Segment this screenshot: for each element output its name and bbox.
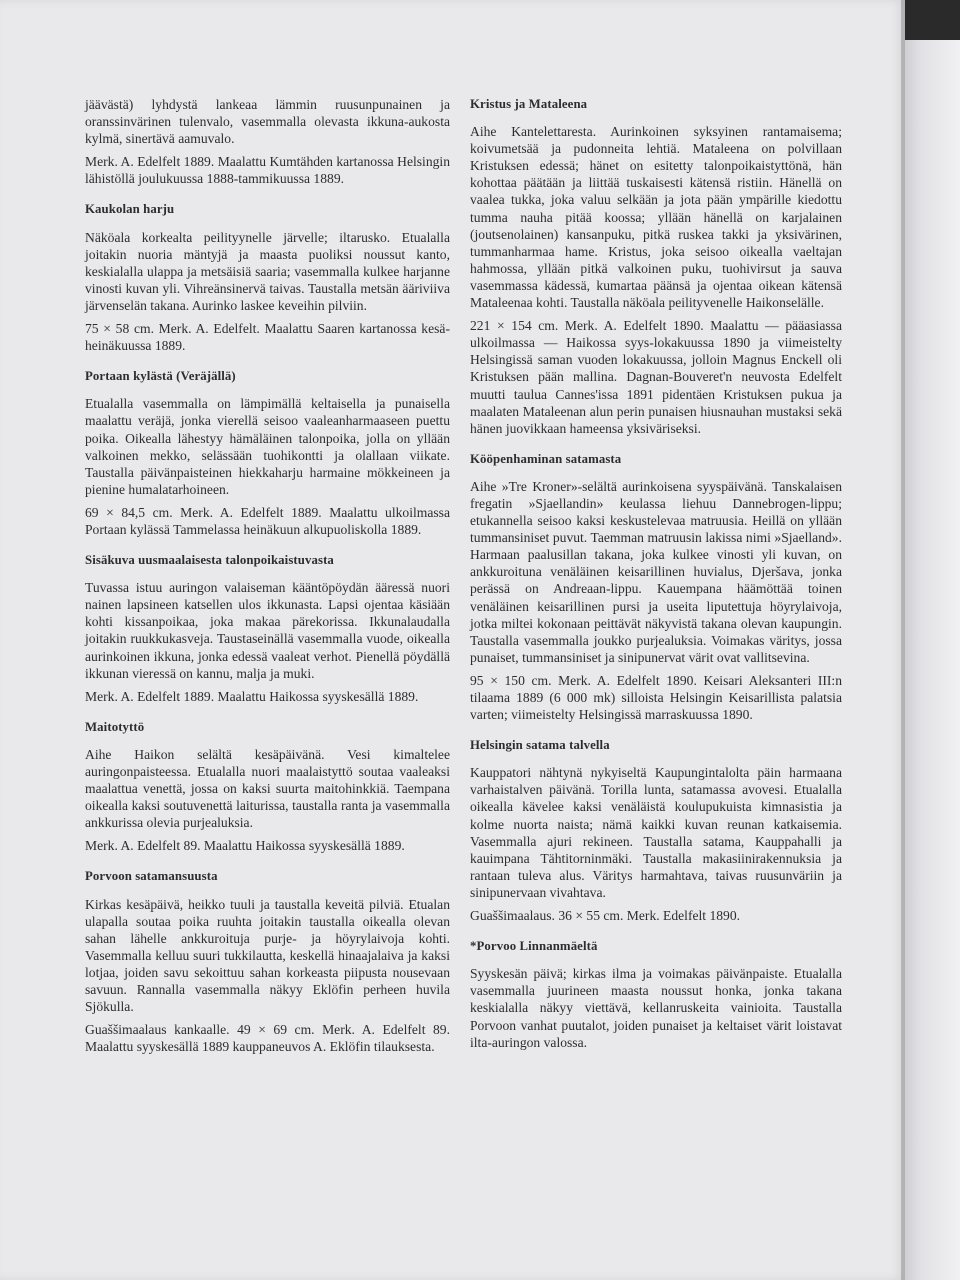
entry-porvoo-linnanmaelta xyxy=(470,938,842,1051)
entry-description: Aihe Haikon selältä kesäpäivänä. Vesi kimaltelee auringonpaisteessa. Etualalla nuori maalaistyttö soutaa vaaleaksi maalattua venettä, jossa on kaksi suurta maitohinkkiä. Taempana oikealla kaksi soutuvenettä laiturissa, taustalla ranta ja vasemmalla ankkurissa olevia purjealuksia. xyxy=(85,746,450,831)
entry-title: Kristus ja Mataleena xyxy=(470,97,588,111)
entry-kaukolan-harju xyxy=(85,201,450,354)
entry-details: 75 × 58 cm. Merk. A. Edelfelt. Maalattu Saaren kartanossa kesä-heinäkuussa 1889. xyxy=(85,321,450,354)
entry-description: Kirkas kesäpäivä, heikko tuuli ja taustalla keveitä pilviä. Etualan ulapalla soutaa poika ruuhta joitakin taustalla oikealla olevan sahan lähelle ankkuroituja purje- ja höyrylaivoja kohti. Vasemmalla kelluu suuri tukkilautta, keskellä hinaajalaiva ja kaksi lotjaa, joiden savu sekoittuu sahan korkeasta piipusta nousevaan savuun. Rannalla vasemmalla näkyy Eklöfin perheen huvila Sjökulla. xyxy=(85,896,450,1015)
entry-description: Tuvassa istuu auringon valaiseman kääntöpöydän ääressä nuori nainen lapsineen katsellen ulos ikkunasta. Lapsi ojentaa käsiään kohti kissanpoikaa, joka makaa pärekorissa. Ikkunalaudalla joitakin ruukkukasveja. Taustaseinällä vasemmalla vuode, oikealla aurinkoinen ikkuna, jonka edessä vaaleat verhot. Pienellä pöydällä ikkunan vieressä on kannu, malja ja muki. xyxy=(85,580,450,681)
entry-portaan-kylasta xyxy=(85,368,450,538)
entry-description: Kauppatori nähtynä nykyiseltä Kaupungintalolta päin harmaana varhaistalven päivänä. Torilla lunta, satamassa avovesi. Etualalla oikealla kävelee kaksi venäläistä koulupukuista kimnasistia ja kolme nuorta naista; nämä kaikki kuvan reunan katkaisemia. Vasemmalla ajuri rekineen. Taustalla satama, Kauppahalli ja kauimpana Tähtitorninmäki. Taustalla makasiinirakennuksia ja rantaan tuleva alus. Väritys harmahtava, taivas ruusunväriin ja sinipunervaan vivahtava. xyxy=(470,765,842,900)
entry-description: Etualalla vasemmalla on lämpimällä keltaisella ja punaisella maalattu veräjä, jonka vierellä seisoo vaaleanharmaaseen puettu poika. Oikealla lähestyy hämäläinen talonpoika, jolla on yllään valkoinen mekko, selässään tuohikontti ja olallaan viikate. Taustalla päivänpaisteinen hiekkaharju harmaine mökkeineen ja pienine humalatarhoineen. xyxy=(85,396,450,497)
entry-title: *Porvoo Linnanmäeltä xyxy=(470,939,598,954)
entry-details: 221 × 154 cm. Merk. A. Edelfelt 1890. Maalattu — pääasiassa ulkoilmassa — Haikossa syys-lokakuussa 1890 ja viimeistelty Helsingissä saman vuoden lokakuussa, jolloin Magnus Enckell oli Kristuksen pään mallina. Dagnan-Bouveret'n neuvosta Edelfelt muutti taulua Cannes'issa 1891 pidentäen Kristuksen pukua ja maalaten Mataleenan alun perin punaisen hiusnauhan mustaksi sekä hänen juovikkaan hameensa yksiväriseksi. xyxy=(470,318,842,436)
entry-helsingin-satama xyxy=(470,737,842,924)
entry-description: Syyskesän päivä; kirkas ilma ja voimakas päivänpaiste. Etualalla vasemmalla juurineen maasta noussut honka, jonka takana keskialalla näkyy viettävä, kellanruskeita vainioita. Taustalla Porvoon vanhat puutalot, joiden punaiset ja keltaiset värit loistavat ilta-auringon valossa. xyxy=(470,966,842,1050)
entry-title: Sisäkuva uusmaalaisesta talonpoikaistuvasta xyxy=(85,553,334,568)
entry-title: Kööpenhaminan satamasta xyxy=(470,451,622,466)
entry-sisakuva xyxy=(85,552,450,705)
entry-description: Näköala korkealta peilityynelle järvelle; iltarusko. Etualalla joitakin nuoria mäntyjä ja maasta puoliksi noussut kanto, keskialalla ulappa ja metsäisiä saaria; vasemmalla kulkee harjanne vinosti kuvan yli. Vihreänsinervä taivas. Taustalla metsän ääriviiva järvenselän takana. Aurinko laskee keveihin pilviin. xyxy=(85,229,450,313)
entry-details: Merk. A. Edelfelt 1889. Maalattu Haikossa syyskesällä 1889. xyxy=(85,688,419,704)
right-column xyxy=(470,96,842,1057)
entry-details: Merk. A. Edelfelt 89. Maalattu Haikossa syyskesällä 1889. xyxy=(85,838,405,854)
entry-details: Guaššimaalaus. 36 × 55 cm. Merk. Edelfelt 1890. xyxy=(470,908,741,924)
entry-description: Aihe Kantelettaresta. Aurinkoinen syksyinen rantamaisema; koivumetsää ja pudonneita lehtiä. Mataleena on polvillaan Kristuksen edessä; hänet on esitetty talonpoikaistyttönä, hän kohottaa päätään ja liittää tuskaisesti kätensä ristiin. Hänellä on vaalea tukka, joka valuu selkään ja jota pään ympärille kiedottu tumma nauha pitää koossa; yllään hänellä on karjalainen (joutsenolainen) kansanpuku, pitkä ruskea takki ja yksivärinen, tummanharmaa hame. Kristus, joka seisoo oikealla vaeltajan hahmossa, yllään pitkä valkoinen puku, tuohivirsut ja sauva vasemmassa kädessä, kumartaa päänsä ja ojentaa oikean kätensä Mataleenaa kohti. Taustalla näköala peilityvenelle Haikonselälle. xyxy=(470,124,842,311)
entry-title: Porvoon satamansuusta xyxy=(85,869,218,884)
entry-title: Helsingin satama talvella xyxy=(470,738,610,753)
entry-kristus-ja-mataleena xyxy=(470,96,842,437)
entry-koopenhaminan-satamasta xyxy=(470,451,842,723)
entry-description: Aihe »Tre Kroner»-selältä aurinkoisena syyspäivänä. Tanskalaisen fregatin »Sjaellandin» keulassa liehuu Dannebrogen-lippu; etukannella seisoo kaksi keskustelevaa matruusia. Heillä on yllään tummansiniset puvut. Taemman matruusin lakissa nimi »Sjaelland». Harmaan paalusillan takana, joka kulkee vinosti yli kuvan, on ankkuroituna venäläinen keisarillinen huvialus, Djeršava, jonka perässä on Andreaan-lippu. Kauempana häämöttää toinen venäläinen keisarillinen pursi ja useita liputettuja höyrylaivoja, jotka miltei kokonaan peittävät näkyvistä takana olevan kaupungin. Taustalla vasemmalla joukko purjealuksia. Voimakas väritys, jossa punaiset, tummansiniset ja sinipunervat värit ovat vallitsevina. xyxy=(470,478,842,665)
entry-title: Kaukolan harju xyxy=(85,202,175,217)
entry-porvoon-satamansuusta xyxy=(85,868,450,1055)
entry-details: 95 × 150 cm. Merk. A. Edelfelt 1890. Keisari Aleksanteri III:n tilaama 1889 (6 000 mk) silloista Helsingin Keisarillista palatsia varten; viimeistelty Helsingissä marraskuussa 1890. xyxy=(470,672,842,723)
entry-description: jäävästä) lyhdystä lankeaa lämmin ruusunpunainen ja oranssinvärinen tulenvalo, vasemmalla olevasta ikkuna-aukosta kylmä, sinertävä aamuvalo. xyxy=(85,97,450,147)
entry-details: Merk. A. Edelfelt 1889. Maalattu Kumtähden kartanossa Helsingin lähistöllä joulukuussa 1888-tammikuussa 1889. xyxy=(85,154,450,187)
entry-title: Maitotyttö xyxy=(85,719,145,734)
left-column xyxy=(85,96,450,1065)
entry-details: 69 × 84,5 cm. Merk. A. Edelfelt 1889. Maalattu ulkoilmassa Portaan kylässä Tammelassa heinäkuun alkupuoliskolla 1889. xyxy=(85,504,450,537)
entry-details: Guaššimaalaus kankaalle. 49 × 69 cm. Merk. A. Edelfelt 89. Maalattu syyskesällä 1889 kauppaneuvos A. Eklöfin tilauksesta. xyxy=(85,1022,450,1055)
next-page-edge xyxy=(905,40,960,1280)
entry-continued xyxy=(85,96,450,187)
entry-maitotytto xyxy=(85,719,450,855)
entry-title: Portaan kylästä (Veräjällä) xyxy=(85,369,236,384)
